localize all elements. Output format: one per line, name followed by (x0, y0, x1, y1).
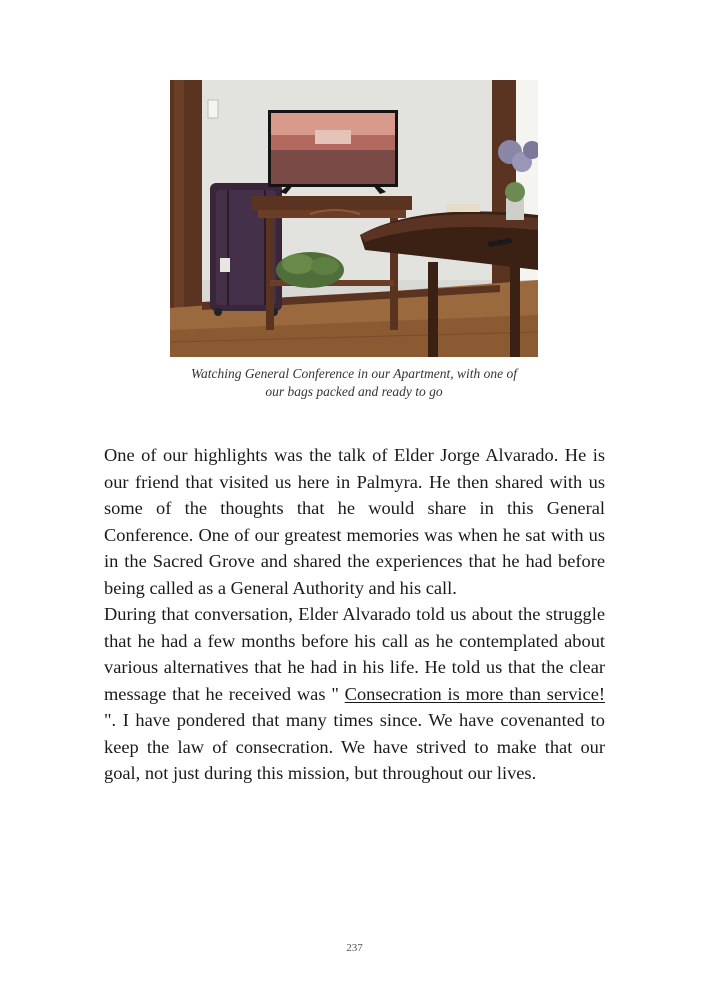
paragraph-2-before: During that conversation, Elder Alvarado told us about the struggle that he had a few months before his call as he contemplated about various alternatives that he had in his life. He told us that the clear message that he received was " (104, 604, 605, 704)
consecration-quote: Consecration is more than service! (344, 683, 605, 704)
paragraph-2-after: ". I have pondered that many times since. We have covenanted to keep the law of consecration. We have strived to make that our goal, not just during this mission, but throughout our lives. (104, 710, 605, 783)
figure-caption (160, 365, 548, 401)
body-text (104, 442, 605, 787)
caption-line-1: Watching General Conference in our Apartment, with one of (190, 366, 518, 381)
page-number: 237 (346, 942, 363, 954)
apartment-photo (170, 80, 538, 357)
paragraph-2 (104, 601, 605, 787)
paragraph-1: One of our highlights was the talk of Elder Jorge Alvarado. He is our friend that visited us here in Palmyra. He then shared with us some of the thoughts that he would share in this General Conference. One of our greatest memories was when he sat with us in the Sacred Grove and shared the experiences that he had before being called as a General Authority and his call. (104, 445, 605, 598)
caption-line-2: our bags packed and ready to go (265, 384, 443, 399)
